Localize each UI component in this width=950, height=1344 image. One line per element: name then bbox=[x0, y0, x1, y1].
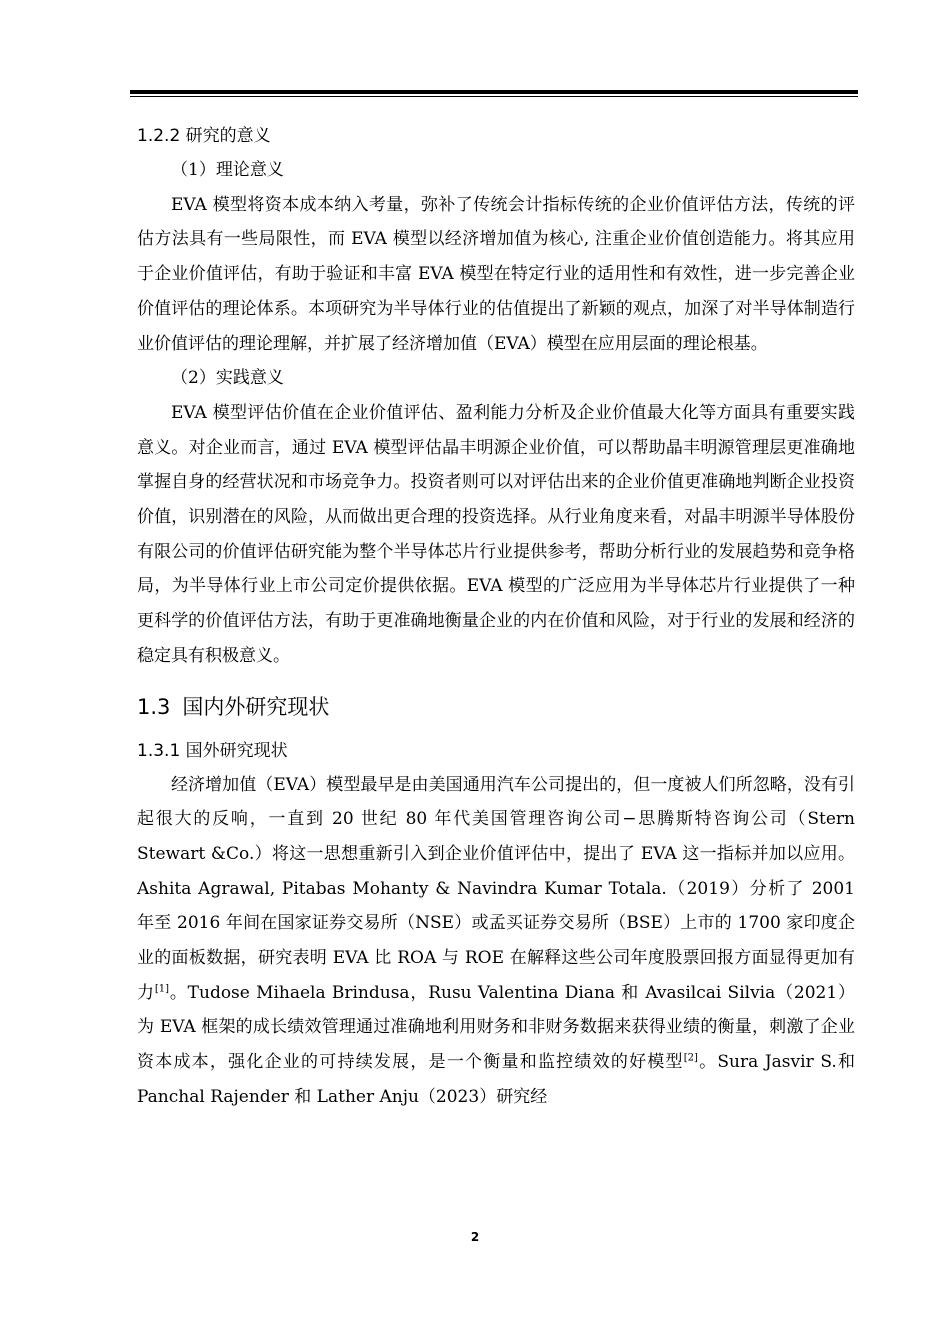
subheading-practical-significance: （2）实践意义 bbox=[171, 368, 284, 389]
section-heading-1-3 bbox=[137, 692, 855, 722]
paragraph-text-a: 经济增加值（EVA）模型最早是由美国通用汽车公司提出的，但一度被人们所忽略，没有引起很大的反响，一直到 20 世纪 80 年代美国管理咨询公司−思腾斯特咨询公司（Stern Stewart &Co.）将这一思想重新引入到企业价值评估中，提出了 EVA 这一指标并加以应用。Ashita Agrawal, Pitabas Mohanty & Navindra Kumar Totala.（2019）分析了 2001 年至 2016 年间在国家证券交易所（NSE）或孟买证券交易所（BSE）上市的 1700 家印度企业的面板数据，研究表明 EVA 比 ROA 与 ROE 在解释这些公司年度股票回报方面显得更加有力 bbox=[137, 774, 855, 1003]
document-body bbox=[137, 119, 855, 1115]
section-number: 1.3 bbox=[137, 694, 171, 719]
citation-ref-2[interactable]: [2] bbox=[683, 1052, 698, 1064]
section-heading-1-3-1: 1.3.1 国外研究现状 bbox=[137, 740, 288, 761]
paragraph-theoretical: EVA 模型将资本成本纳入考量，弥补了传统会计指标传统的企业价值评估方法，传统的评估方法具有一些局限性，而 EVA 模型以经济增加值为核心, 注重企业价值创造能力。将其应用于企业价值评估，有助于验证和丰富 EVA 模型在特定行业的适用性和有效性，进一步完善企业价值评估的理论体系。本项研究为半导体行业的估值提出了新颖的观点，加深了对半导体制造行业价值评估的理论理解，并扩展了经济增加值（EVA）模型在应用层面的理论根基。 bbox=[137, 194, 855, 354]
section-heading-1-2-2: 1.2.2 研究的意义 bbox=[137, 126, 271, 146]
paragraph-foreign-research bbox=[137, 768, 855, 1115]
section-title: 国内外研究现状 bbox=[182, 694, 330, 719]
header-rule-thin bbox=[130, 96, 858, 97]
header-rule bbox=[130, 90, 858, 94]
page-number: 2 bbox=[470, 1230, 480, 1244]
paragraph-text-c: 。Sura Jasvir S.和 Panchal Rajender 和 Lather Anju（2023）研究经 bbox=[137, 1052, 855, 1107]
citation-ref-1[interactable]: [1] bbox=[154, 983, 169, 995]
paragraph-practical: EVA 模型评估价值在企业价值评估、盈利能力分析及企业价值最大化等方面具有重要实践意义。对企业而言，通过 EVA 模型评估晶丰明源企业价值，可以帮助晶丰明源管理层更准确地掌握自身的经营状况和市场竞争力。投资者则可以对评估出来的企业价值更准确地判断企业投资价值，识别潜在的风险，从而做出更合理的投资选择。从行业角度来看，对晶丰明源半导体股份有限公司的价值评估研究能为整个半导体芯片行业提供参考，帮助分析行业的发展趋势和竞争格局，为半导体行业上市公司定价提供依据。EVA 模型的广泛应用为半导体芯片行业提供了一种更科学的价值评估方法，有助于更准确地衡量企业的内在价值和风险，对于行业的发展和经济的稳定具有积极意义。 bbox=[137, 402, 855, 666]
paragraph-text-b: 。Tudose Mihaela Brindusa，Rusu Valentina Diana 和 Avasilcai Silvia（2021）为 EVA 框架的成长绩效管理通过准确地利用财务和非财务数据来获得业绩的衡量，刺激了企业资本成本，强化企业的可持续发展，是一个衡量和监控绩效的好模型 bbox=[137, 982, 856, 1073]
subheading-theoretical-significance: （1）理论意义 bbox=[171, 160, 284, 180]
